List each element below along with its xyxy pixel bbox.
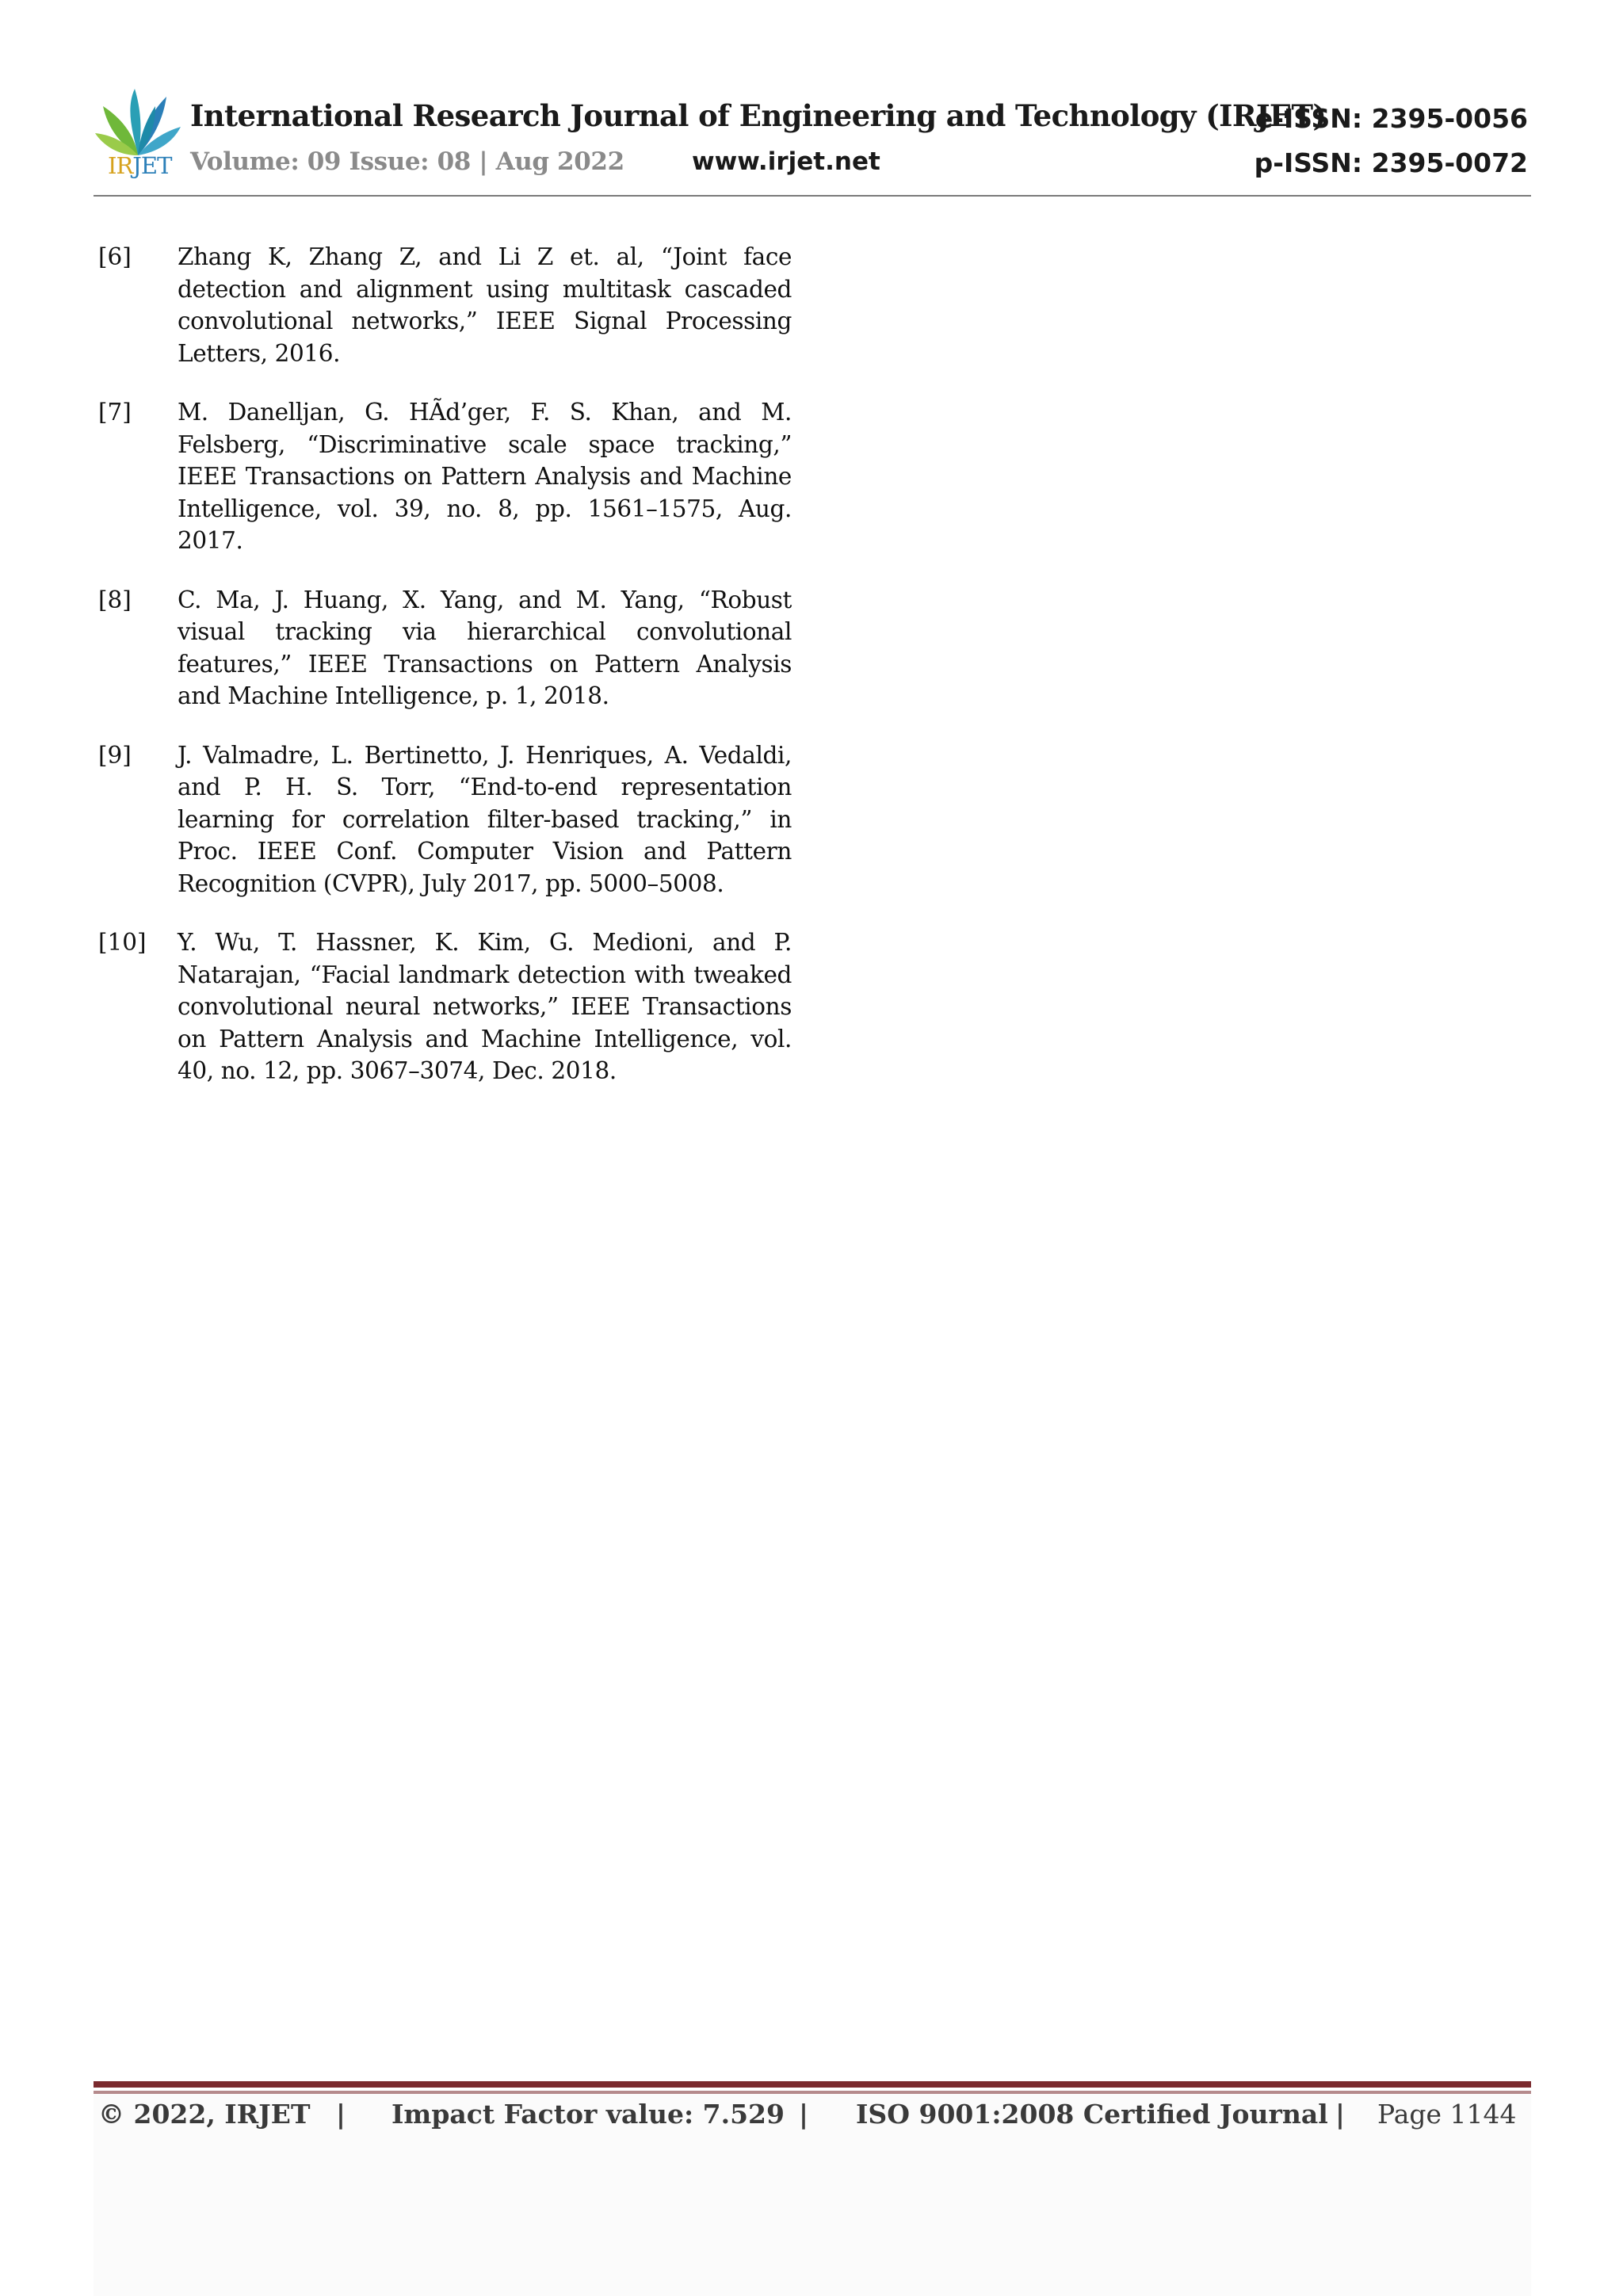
journal-logo	[94, 86, 182, 184]
logo-wordmark: IRJET	[108, 152, 172, 179]
reference-text: Y. Wu, T. Hassner, K. Kim, G. Medioni, and P. Natarajan, “Facial landmark detection with tweaked convolutional neural networks,” IEEE Transactions on Pattern Analysis and Machine Intelligence, vol. 40, no. 12, pp. 3067–3074, Dec. 2018.	[178, 929, 792, 1084]
reference-number: [6]	[98, 243, 132, 270]
footer-impact-factor: Impact Factor value: 7.529	[391, 2099, 785, 2130]
footer-divider	[94, 2081, 1531, 2088]
footer-iso-certification: ISO 9001:2008 Certified Journal	[856, 2099, 1328, 2130]
reference-number: [9]	[98, 741, 132, 769]
journal-website-link[interactable]: www.irjet.net	[692, 147, 880, 176]
p-issn: p-ISSN: 2395-0072	[1254, 147, 1528, 178]
reference-list	[98, 241, 792, 1114]
reference-text: M. Danelljan, G. HÃd’ger, F. S. Khan, and M. Felsberg, “Discriminative scale space tracking,” IEEE Transactions on Pattern Analysis and Machine Intelligence, vol. 39, no. 8, pp. 1561–1575, Aug. 2017.	[178, 399, 792, 554]
reference-text: C. Ma, J. Huang, X. Yang, and M. Yang, “Robust visual tracking via hierarchical convolutional features,” IEEE Transactions on Pattern Analysis and Machine Intelligence, p. 1, 2018.	[178, 586, 792, 709]
irjet-leaf-icon	[94, 86, 182, 159]
footer-page-number: Page 1144	[1377, 2099, 1517, 2130]
reference-number: [10]	[98, 929, 147, 956]
footer-separator: |	[336, 2099, 346, 2130]
e-issn: e-ISSN: 2395-0056	[1254, 103, 1528, 134]
volume-issue: Volume: 09 Issue: 08 | Aug 2022	[190, 147, 624, 176]
reference-number: [7]	[98, 399, 132, 426]
page-footer	[98, 2099, 1525, 2135]
journal-title: International Research Journal of Engineering and Technology (IRJET)	[190, 98, 1327, 133]
reference-item	[98, 739, 792, 900]
reference-text: J. Valmadre, L. Bertinetto, J. Henriques, A. Vedaldi, and P. H. S. Torr, “End-to-end representation learning for correlation filter-based tracking,” in Proc. IEEE Conf. Computer Vision and Pattern Recognition (CVPR), July 2017, pp. 5000–5008.	[178, 741, 792, 897]
footer-separator: |	[1335, 2099, 1346, 2130]
reference-text: Zhang K, Zhang Z, and Li Z et. al, “Joint face detection and alignment using multitask cascaded convolutional networks,” IEEE Signal Processing Letters, 2016.	[178, 243, 792, 367]
reference-item	[98, 926, 792, 1087]
footer-copyright: © 2022, IRJET	[98, 2099, 311, 2130]
reference-number: [8]	[98, 586, 132, 613]
reference-item	[98, 241, 792, 369]
header-divider	[94, 195, 1531, 197]
footer-separator: |	[799, 2099, 809, 2130]
reference-item	[98, 396, 792, 557]
reference-item	[98, 584, 792, 712]
